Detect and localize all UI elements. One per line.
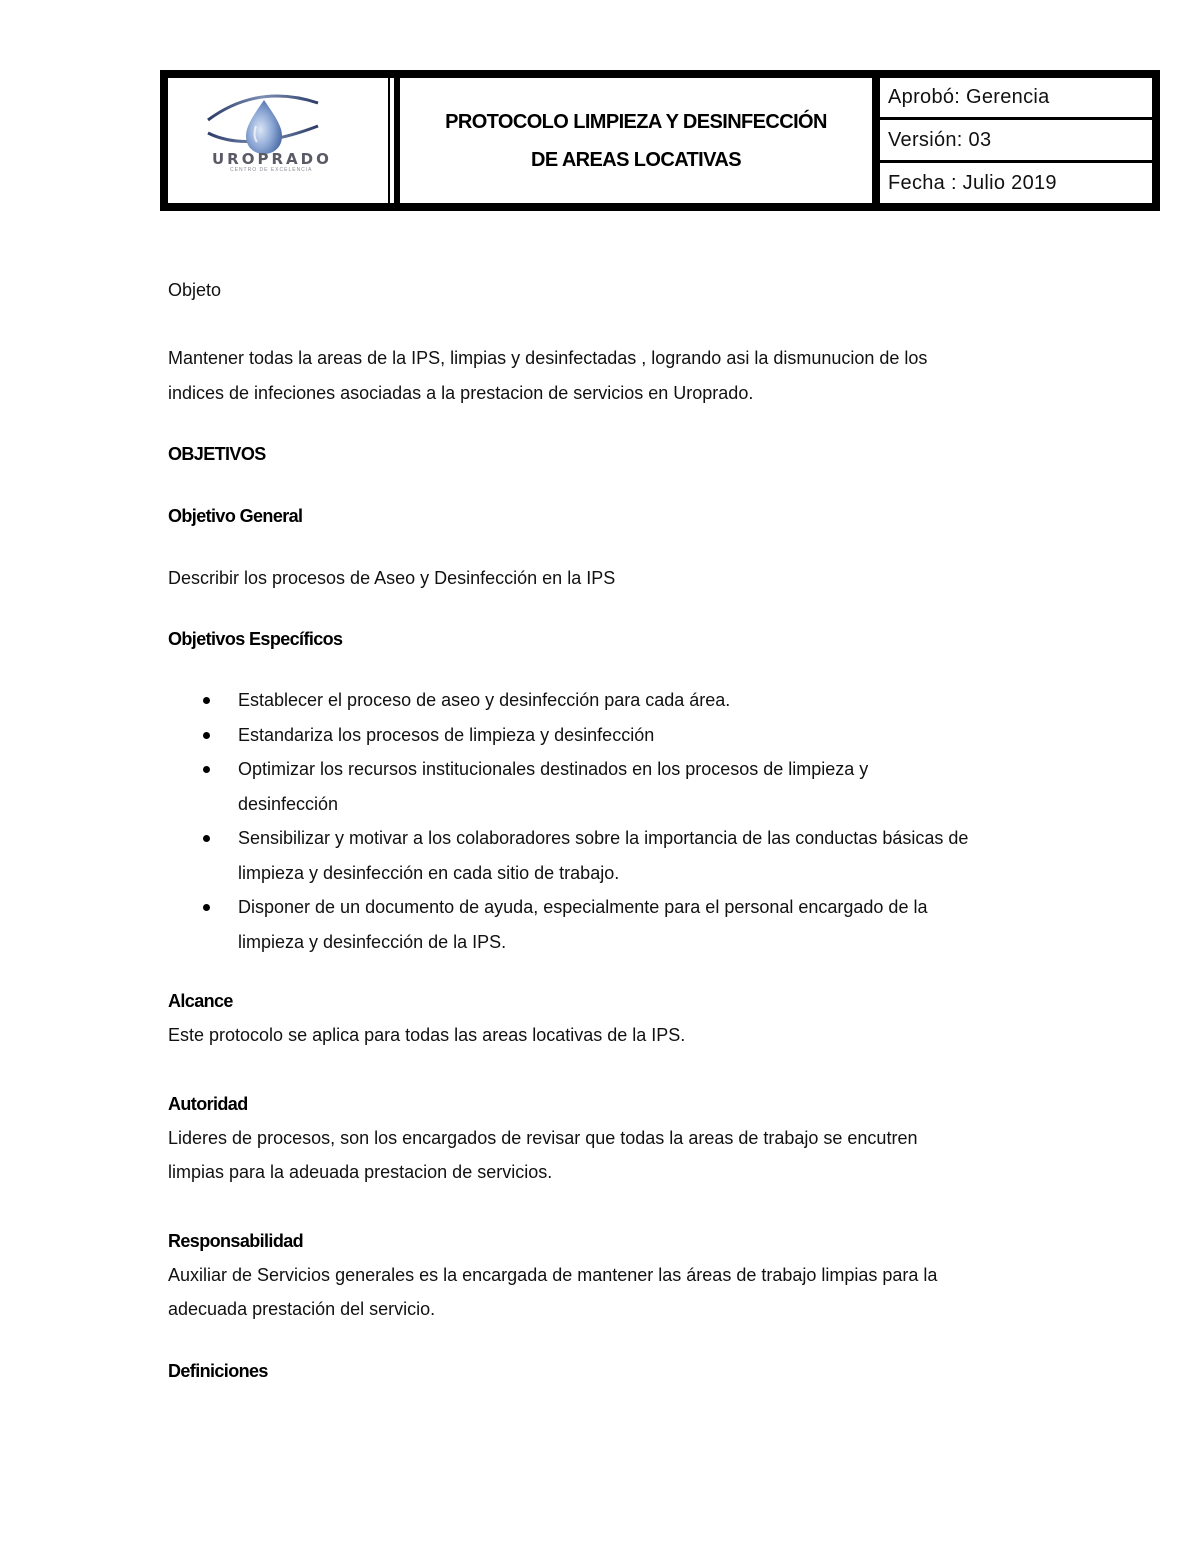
list-item [168, 752, 1048, 821]
objeto-paragraph-line: Mantener todas la areas de la IPS, limpias y desinfectadas , logrando asi la dismunucion de los [168, 348, 928, 368]
bullet-icon [203, 732, 210, 739]
document-title [445, 103, 827, 179]
bullet-icon [203, 835, 210, 842]
list-item-text: Sensibilizar y motivar a los colaboradores sobre la importancia de las conductas básicas de limpieza y desinfección en cada sitio de trabajo. [238, 828, 969, 883]
document-title-line: PROTOCOLO LIMPIEZA Y DESINFECCIÓN [445, 110, 827, 133]
bullet-icon [203, 766, 210, 773]
list-item [168, 890, 1048, 959]
header-divider [388, 78, 390, 203]
list-item-text: Estandariza los procesos de limpieza y desinfección [238, 724, 655, 745]
objeto-heading: Objeto [168, 280, 222, 300]
definiciones-heading: Definiciones [168, 1361, 268, 1381]
alcance-heading: Alcance [168, 991, 233, 1011]
document-title-line: DE AREAS LOCATIVAS [531, 148, 741, 171]
autoridad-heading: Autoridad [168, 1094, 248, 1114]
logo-tagline: CENTRO DE EXCELENCIA [230, 167, 313, 173]
objetivo-general-heading: Objetivo General [168, 506, 303, 526]
list-item [168, 821, 1048, 890]
list-item-text: Optimizar los recursos institucionales destinados en los procesos de limpieza y desinfección [238, 759, 869, 814]
objetivos-especificos-list [168, 683, 1048, 959]
header-divider [872, 78, 880, 203]
list-item [168, 718, 1048, 753]
logo-wordmark: UROPRADO [212, 150, 332, 168]
responsabilidad-paragraph-line: Auxiliar de Servicios generales es la encargada de mantener las áreas de trabajo limpias para la [168, 1265, 938, 1285]
document-date: Fecha : Julio 2019 [888, 171, 1057, 194]
objetivo-general-text: Describir los procesos de Aseo y Desinfección en la IPS [168, 568, 616, 588]
objetivos-heading: OBJETIVOS [168, 444, 266, 464]
autoridad-paragraph-line: Lideres de procesos, son los encargados de revisar que todas la areas de trabajo se encutren [168, 1128, 918, 1148]
responsabilidad-heading: Responsabilidad [168, 1231, 304, 1251]
objetivos-especificos-heading: Objetivos Específicos [168, 629, 343, 649]
document-metadata-cell [880, 78, 1152, 203]
logo-cell [168, 78, 388, 203]
approved-by: Aprobó: Gerencia [888, 86, 1050, 108]
list-item-text: Disponer de un documento de ayuda, especialmente para el personal encargado de la limpieza y desinfección de la IPS. [238, 897, 928, 952]
document-title-cell [400, 78, 872, 203]
list-item-text: Establecer el proceso de aseo y desinfección para cada área. [238, 690, 731, 710]
responsabilidad-paragraph-line: adecuada prestación del servicio. [168, 1299, 436, 1319]
autoridad-paragraph-line: limpias para la adeuada prestacion de servicios. [168, 1162, 553, 1182]
document-header-table [160, 70, 1160, 211]
bullet-icon [203, 697, 210, 704]
bullet-icon [203, 904, 210, 911]
objeto-paragraph-line: indices de infeciones asociadas a la prestacion de servicios en Uroprado. [168, 383, 754, 403]
version: Versión: 03 [888, 128, 992, 151]
alcance-text: Este protocolo se aplica para todas las areas locativas de la IPS. [168, 1025, 686, 1045]
uroprado-logo [168, 78, 388, 203]
list-item [168, 683, 1048, 718]
